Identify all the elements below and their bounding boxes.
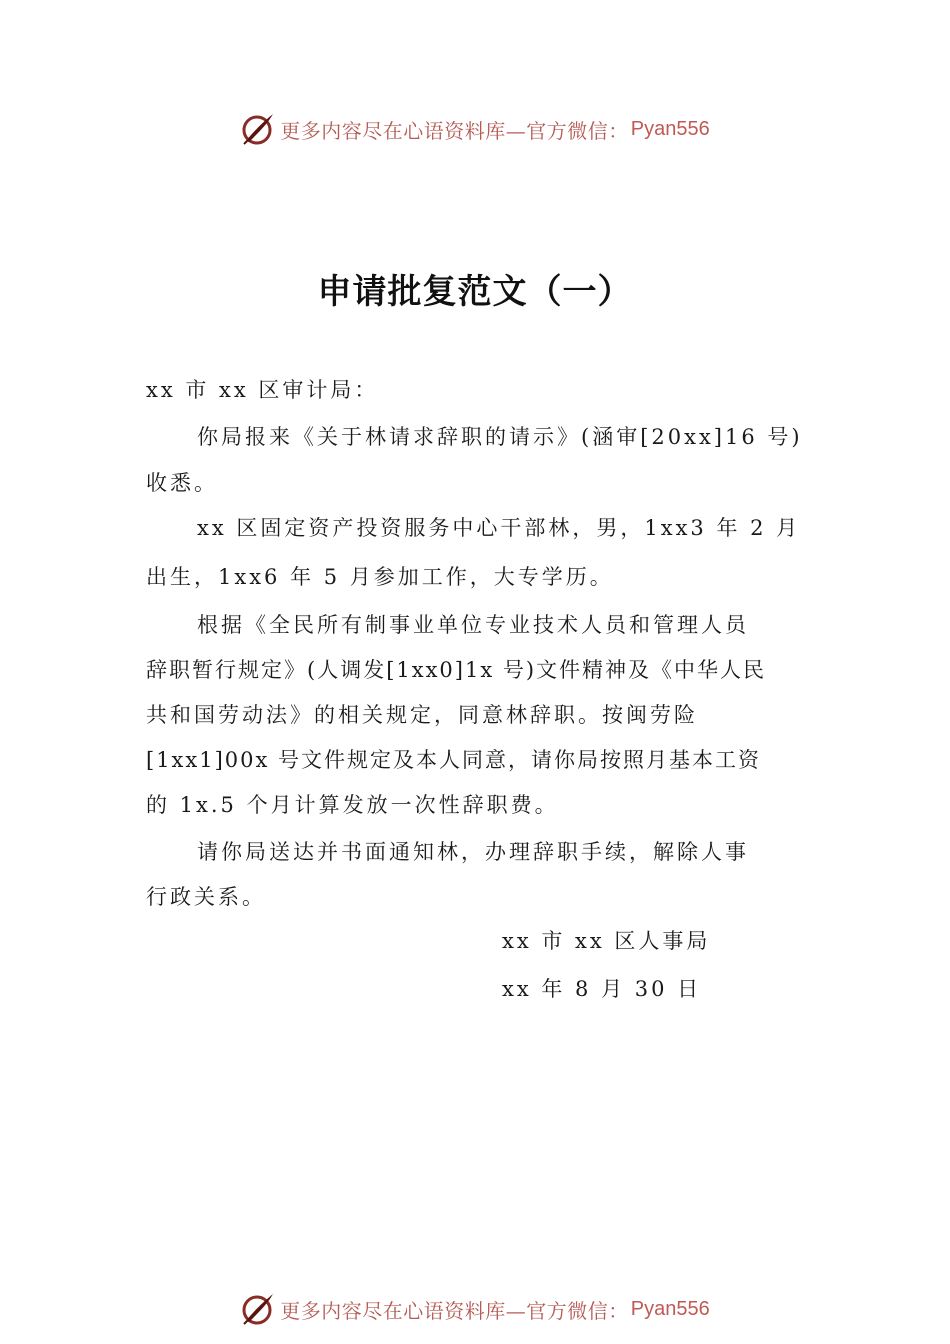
- salutation: xx 市 xx 区审计局：: [146, 378, 379, 402]
- banner-wechat-id: Pyan556: [630, 1297, 710, 1320]
- header-watermark-banner: [0, 109, 950, 149]
- quill-pen-logo-icon: [240, 1291, 276, 1327]
- paragraph-line: 收悉。: [146, 471, 218, 495]
- paragraph-line: 请你局送达并书面通知林，办理辞职手续，解除人事: [197, 840, 749, 864]
- paragraph-line: 根据《全民所有制事业单位专业技术人员和管理人员: [197, 613, 749, 637]
- paragraph-line: xx 区固定资产投资服务中心干部林，男，1xx3 年 2 月: [197, 516, 801, 540]
- banner-text: 更多内容尽在心语资料库—官方微信：: [280, 1298, 629, 1323]
- signature-organization: xx 市 xx 区人事局: [502, 929, 711, 953]
- banner-text: 更多内容尽在心语资料库—官方微信：: [280, 118, 629, 143]
- banner-wechat-id: Pyan556: [630, 117, 710, 140]
- paragraph-line: [1xx1]00x 号文件规定及本人同意，请你局按照月基本工资: [146, 748, 762, 772]
- paragraph-line: 行政关系。: [146, 885, 266, 909]
- paragraph-line: 你局报来《关于林请求辞职的请示》(涵审[20xx]16 号): [197, 425, 803, 449]
- paragraph-line: 辞职暂行规定》(人调发[1xx0]1x 号)文件精神及《中华人民: [146, 658, 767, 682]
- quill-pen-logo-icon: [240, 111, 276, 147]
- paragraph-line: 的 1x.5 个月计算发放一次性辞职费。: [146, 793, 559, 817]
- footer-watermark-banner: [0, 1289, 950, 1329]
- document-title: 申请批复范文（一）: [317, 272, 633, 312]
- signature-date: xx 年 8 月 30 日: [502, 977, 702, 1001]
- paragraph-line: 出生，1xx6 年 5 月参加工作，大专学历。: [146, 565, 614, 589]
- paragraph-line: 共和国劳动法》的相关规定，同意林辞职。按闽劳险: [146, 703, 698, 727]
